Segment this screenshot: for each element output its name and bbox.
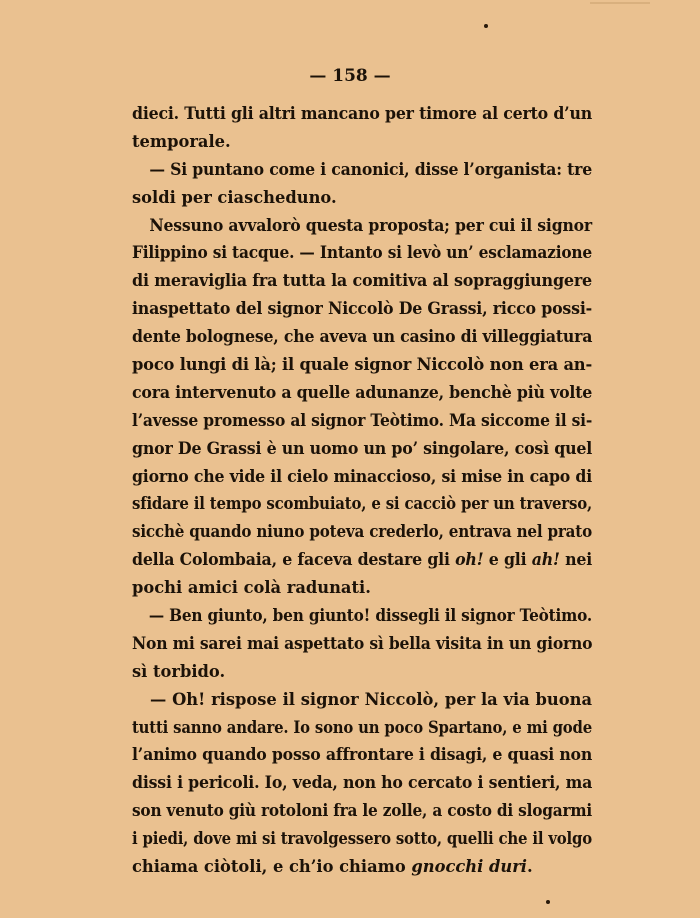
text-line: tutti sanno andare. Io sono un poco Spartano, e mi gode (132, 717, 593, 737)
text-line: l’avesse promesso al signor Teòtimo. Ma siccome il si- (132, 410, 593, 430)
text-line: sicchè quando niuno poteva crederlo, entrava nel prato (132, 522, 593, 542)
text-line: soldi per ciascheduno. (132, 187, 337, 207)
italic-text: ah! (531, 550, 560, 570)
text-line: chiama ciòtoli, e ch’io chiamo gnocchi duri. (132, 857, 533, 877)
text-line: di meraviglia fra tutta la comitiva al sopraggiungere (132, 271, 592, 291)
text-line: Non mi sarei mai aspettato sì bella visita in un giorno (132, 633, 593, 653)
text-line: poco lungi di là; il quale signor Niccolò non era an- (132, 355, 592, 375)
text-line: i piedi, dove mi si travolgessero sotto, quelli che il volgo (132, 829, 592, 849)
scan-artifact (590, 2, 650, 4)
text-line: sfidare il tempo scombuiato, e si cacciò per un traverso, (132, 494, 592, 514)
text-line: — Si puntano come i canonici, disse l’organista: tre (149, 159, 592, 179)
ink-speck (484, 24, 488, 28)
text-line: giorno che vide il cielo minaccioso, si mise in capo di (132, 466, 593, 486)
body-text (132, 100, 592, 881)
text-line: dieci. Tutti gli altri mancano per timore al certo d’un (132, 104, 592, 123)
text-line: gnor De Grassi è un uomo un po’ singolare, così quel (132, 438, 593, 458)
text-line: temporale. (132, 131, 231, 151)
text-line: — Oh! rispose il signor Niccolò, per la via buona (150, 689, 592, 709)
italic-text: oh! (455, 550, 484, 570)
text-line: inaspettato del signor Niccolò De Grassi, ricco possi- (132, 299, 593, 319)
text-line: della Colombaia, e faceva destare gli oh! e gli ah! nei (132, 550, 592, 570)
page-number: — 158 — (309, 66, 391, 86)
text-line: son venuto giù rotoloni fra le zolle, a costo di slogarmi (132, 801, 593, 821)
text-line: dissi i pericoli. Io, veda, non ho cercato i sentieri, ma (132, 773, 593, 793)
italic-text: gnocchi duri (411, 857, 527, 877)
ink-speck (546, 900, 550, 904)
text-line: Filippino si tacque. — Intanto si levò un’ esclamazione (132, 243, 593, 263)
text-line: Nessuno avvalorò questa proposta; per cui il signor (149, 215, 592, 235)
text-line: cora intervenuto a quelle adunanze, benchè più volte (132, 382, 593, 402)
text-line: sì torbido. (132, 661, 226, 681)
text-line: — Ben giunto, ben giunto! dissegli il signor Teòtimo. (148, 606, 593, 626)
text-line: pochi amici colà radunati. (132, 578, 371, 598)
text-line: l’animo quando posso affrontare i disagi, e quasi non (132, 745, 593, 765)
text-line: dente bolognese, che aveva un casino di villeggiatura (132, 327, 593, 347)
